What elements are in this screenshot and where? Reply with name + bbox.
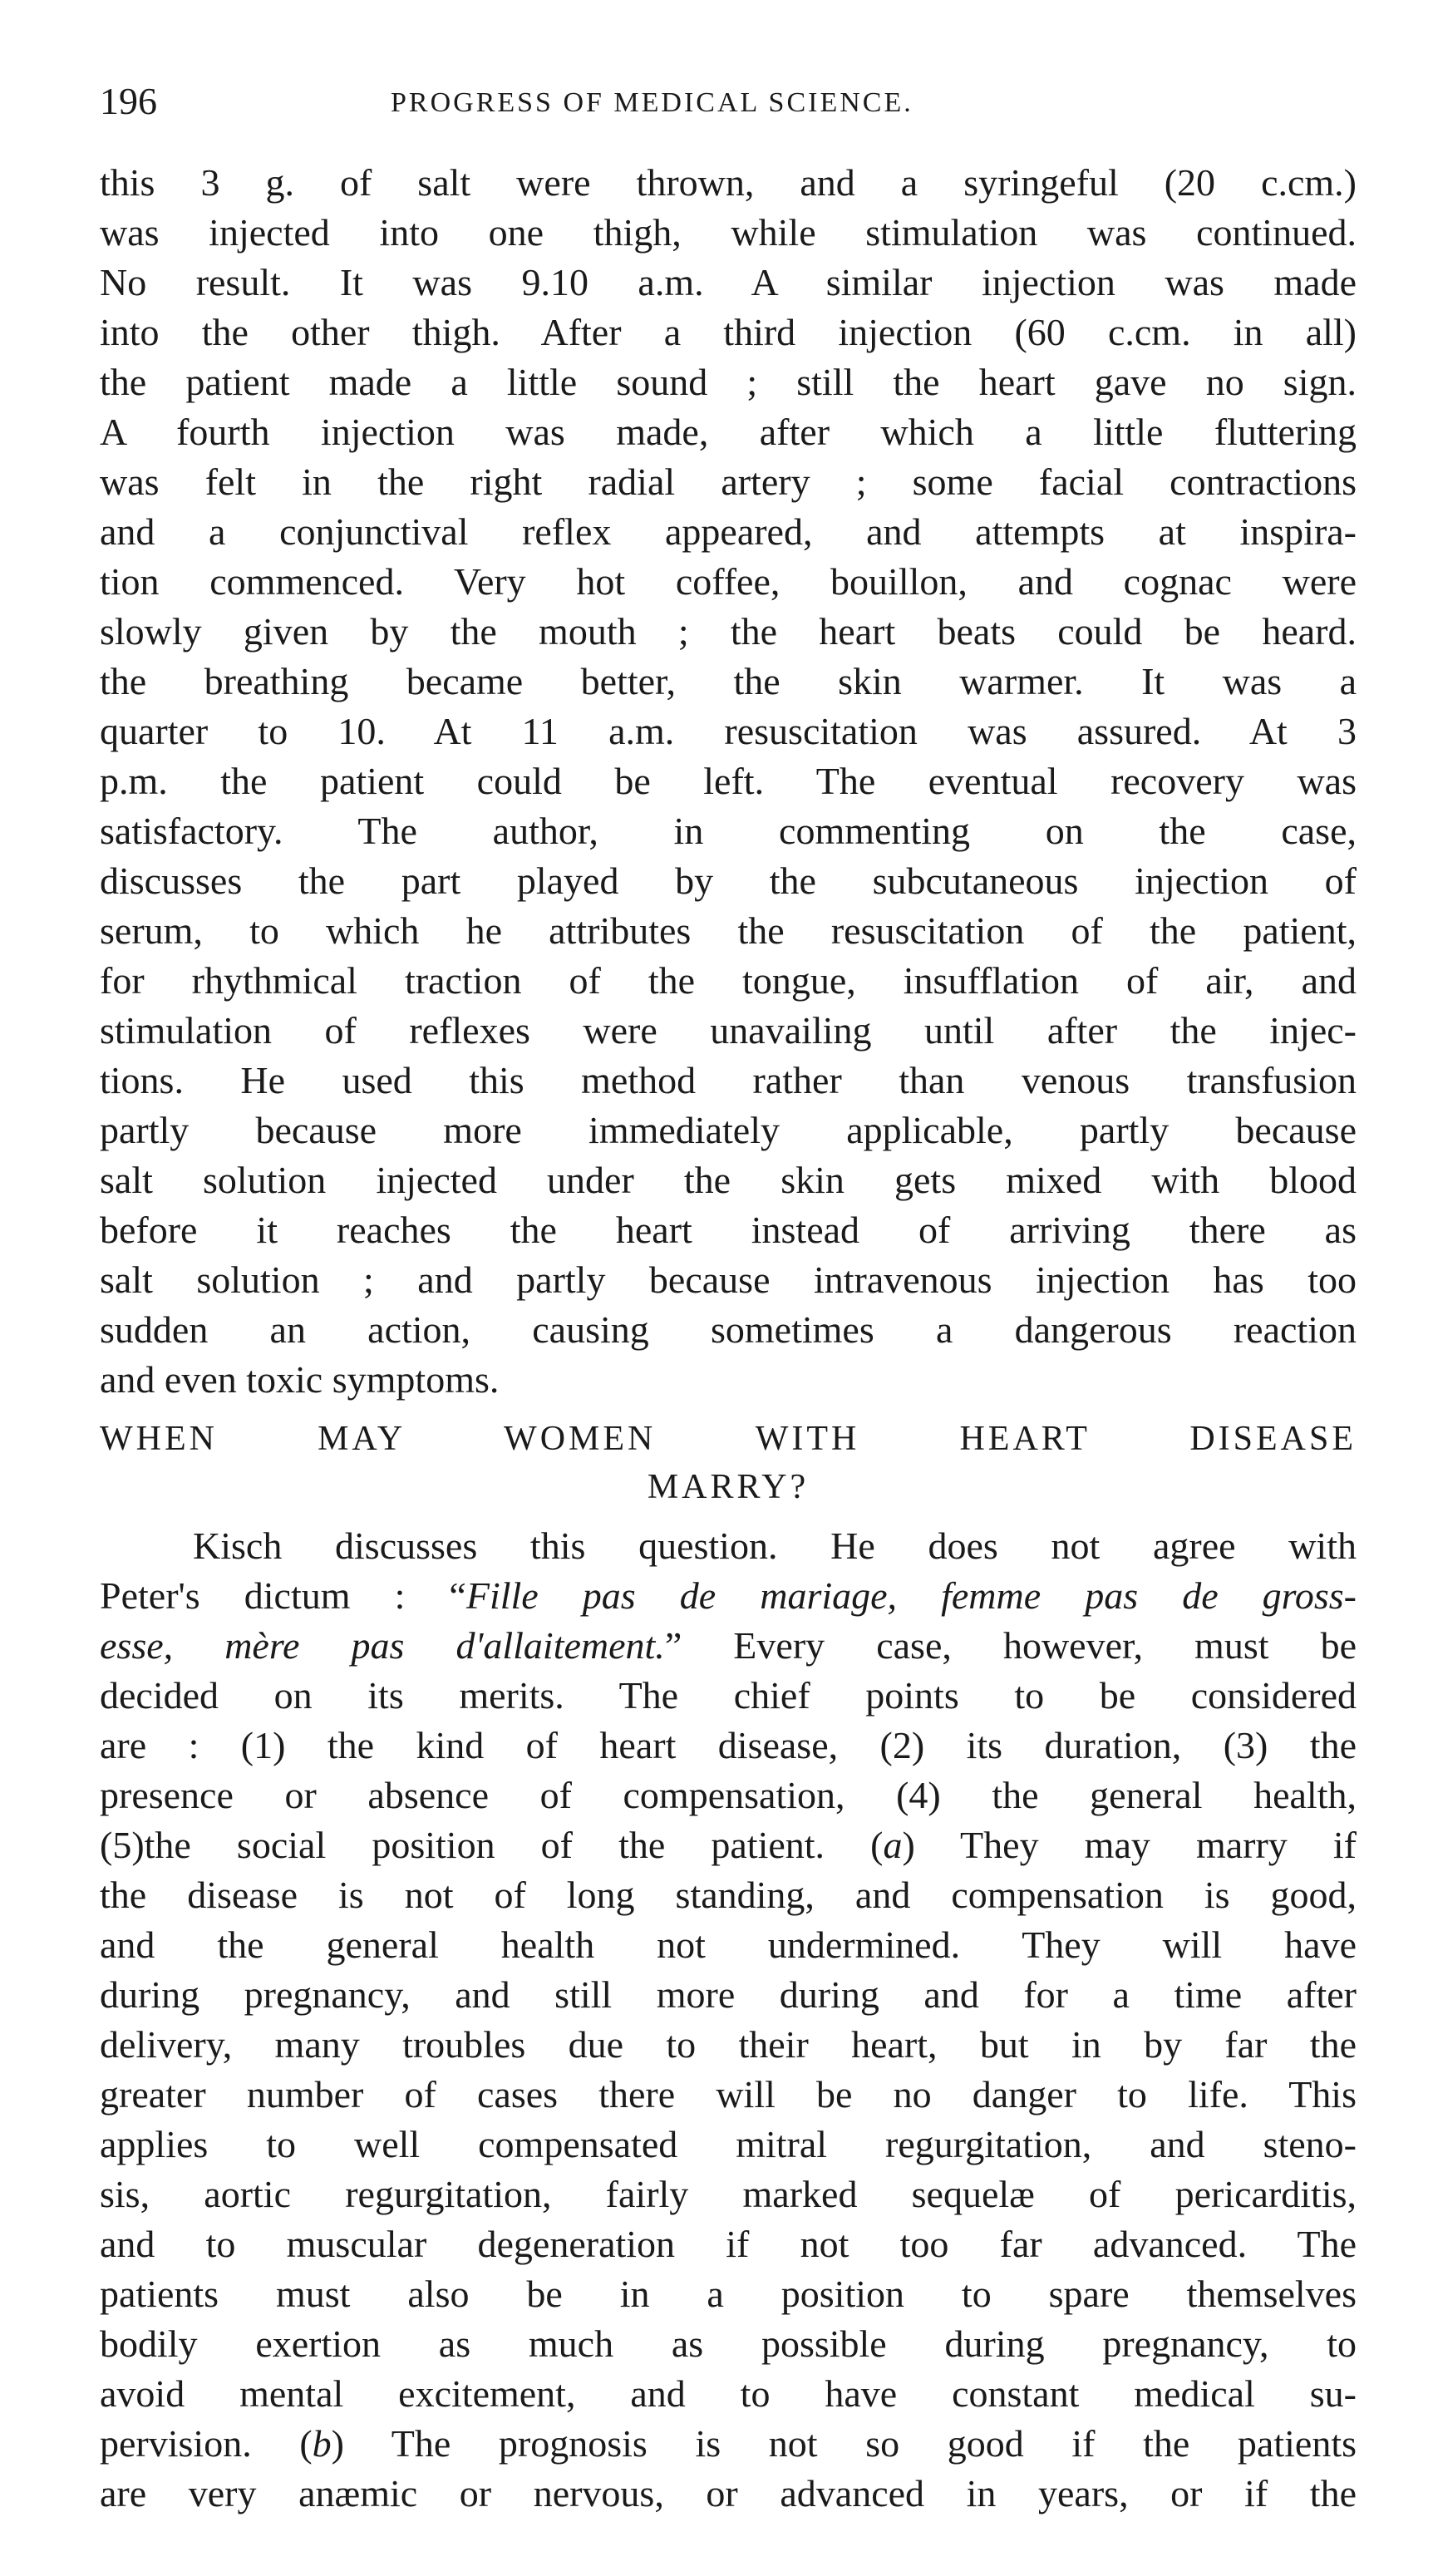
paragraph-kisch-discussion	[100, 1521, 1357, 2519]
text-line: quarter to 10. At 11 a.m. resuscitation was assured. At 3	[100, 710, 1357, 752]
text-line: during pregnancy, and still more during and for a time after	[100, 1973, 1357, 2016]
page-number: 196	[100, 80, 157, 122]
text-line: Kisch discusses this question. He does not agree with	[193, 1524, 1357, 1567]
text-line: tion commenced. Very hot coffee, bouillon, and cognac were	[100, 560, 1357, 603]
section-heading	[100, 1415, 1357, 1515]
section-heading-line: WHEN MAY WOMEN WITH HEART DISEASE	[100, 1420, 1357, 1458]
text-line: partly because more immediately applicable, partly because	[100, 1109, 1357, 1151]
text-line: slowly given by the mouth ; the heart beats could be heard.	[100, 610, 1357, 653]
text-line: p.m. the patient could be left. The eventual recovery was	[100, 760, 1357, 802]
text-line: and the general health not undermined. They will have	[100, 1923, 1357, 1966]
text-line: A fourth injection was made, after which a little fluttering	[100, 411, 1357, 453]
text-line: discusses the part played by the subcutaneous injection of	[100, 859, 1357, 902]
text-line: decided on its merits. The chief points to be considered	[100, 1674, 1357, 1717]
quoted-dictum: esse, mère pas d'allaitement.	[100, 1624, 665, 1667]
text-line: serum, to which he attributes the resuscitation of the patient,	[100, 909, 1357, 952]
text-line: this 3 g. of salt were thrown, and a syringeful (20 c.cm.)	[100, 161, 1357, 204]
section-heading-line: MARRY?	[647, 1468, 810, 1506]
text-run: ) They may marry if	[902, 1824, 1357, 1866]
text-line: No result. It was 9.10 a.m. A similar injection was made	[100, 261, 1357, 303]
text-line	[100, 1820, 1357, 1870]
text-line: bodily exertion as much as possible during pregnancy, to	[100, 2322, 1357, 2365]
text-line: salt solution ; and partly because intravenous injection has too	[100, 1258, 1357, 1301]
text-line: stimulation of reflexes were unavailing until after the injec-	[100, 1009, 1357, 1052]
paragraph-resuscitation-case	[100, 158, 1357, 1405]
text-line: presence or absence of compensation, (4) the general health,	[100, 1774, 1357, 1816]
text-run: ” Every case, however, must be	[664, 1624, 1357, 1667]
text-line: are very anæmic or nervous, or advanced in years, or if the	[100, 2472, 1357, 2514]
text-line: was felt in the right radial artery ; some facial contractions	[100, 461, 1357, 503]
text-line: sudden an action, causing sometimes a dangerous reaction	[100, 1308, 1357, 1351]
text-run: Peter's dictum : “	[100, 1574, 466, 1617]
text-line: for rhythmical traction of the tongue, insufflation of air, and	[100, 959, 1357, 1002]
running-title: PROGRESS OF MEDICAL SCIENCE.	[391, 87, 913, 118]
text-run: pervision. (	[100, 2422, 313, 2465]
text-line: satisfactory. The author, in commenting on the case,	[100, 810, 1357, 852]
text-line: delivery, many troubles due to their heart, but in by far the	[100, 2023, 1357, 2066]
text-line: into the other thigh. After a third injection (60 c.cm. in all)	[100, 311, 1357, 353]
text-line: salt solution injected under the skin gets mixed with blood	[100, 1159, 1357, 1201]
text-line: the breathing became better, the skin warmer. It was a	[100, 660, 1357, 702]
text-line: and a conjunctival reflex appeared, and attempts at inspira-	[100, 510, 1357, 553]
running-header	[100, 76, 1357, 126]
text-line: tions. He used this method rather than venous transfusion	[100, 1059, 1357, 1101]
quoted-dictum: Fille pas de mariage, femme pas de gross-	[465, 1574, 1357, 1617]
text-line: the disease is not of long standing, and compensation is good,	[100, 1874, 1357, 1916]
text-run: (5)the social position of the patient. (	[100, 1824, 884, 1866]
text-line: before it reaches the heart instead of arriving there as	[100, 1209, 1357, 1251]
text-line	[100, 2419, 1357, 2469]
text-line: avoid mental excitement, and to have constant medical su-	[100, 2372, 1357, 2415]
text-line: are : (1) the kind of heart disease, (2) its duration, (3) the	[100, 1724, 1357, 1766]
text-line	[100, 1571, 1357, 1621]
text-line: greater number of cases there will be no danger to life. This	[100, 2073, 1357, 2115]
text-run: ) The prognosis is not so good if the patients	[331, 2422, 1357, 2465]
list-marker: b	[312, 2422, 332, 2465]
text-line	[100, 1621, 1357, 1671]
list-marker: a	[883, 1824, 903, 1866]
text-line: and even toxic symptoms.	[100, 1358, 500, 1401]
text-line: was injected into one thigh, while stimulation was continued.	[100, 211, 1357, 254]
text-line: and to muscular degeneration if not too far advanced. The	[100, 2223, 1357, 2265]
text-line: the patient made a little sound ; still the heart gave no sign.	[100, 361, 1357, 403]
text-line: patients must also be in a position to spare themselves	[100, 2273, 1357, 2315]
text-line: sis, aortic regurgitation, fairly marked sequelæ of pericarditis,	[100, 2173, 1357, 2215]
text-line: applies to well compensated mitral regurgitation, and steno-	[100, 2123, 1357, 2165]
